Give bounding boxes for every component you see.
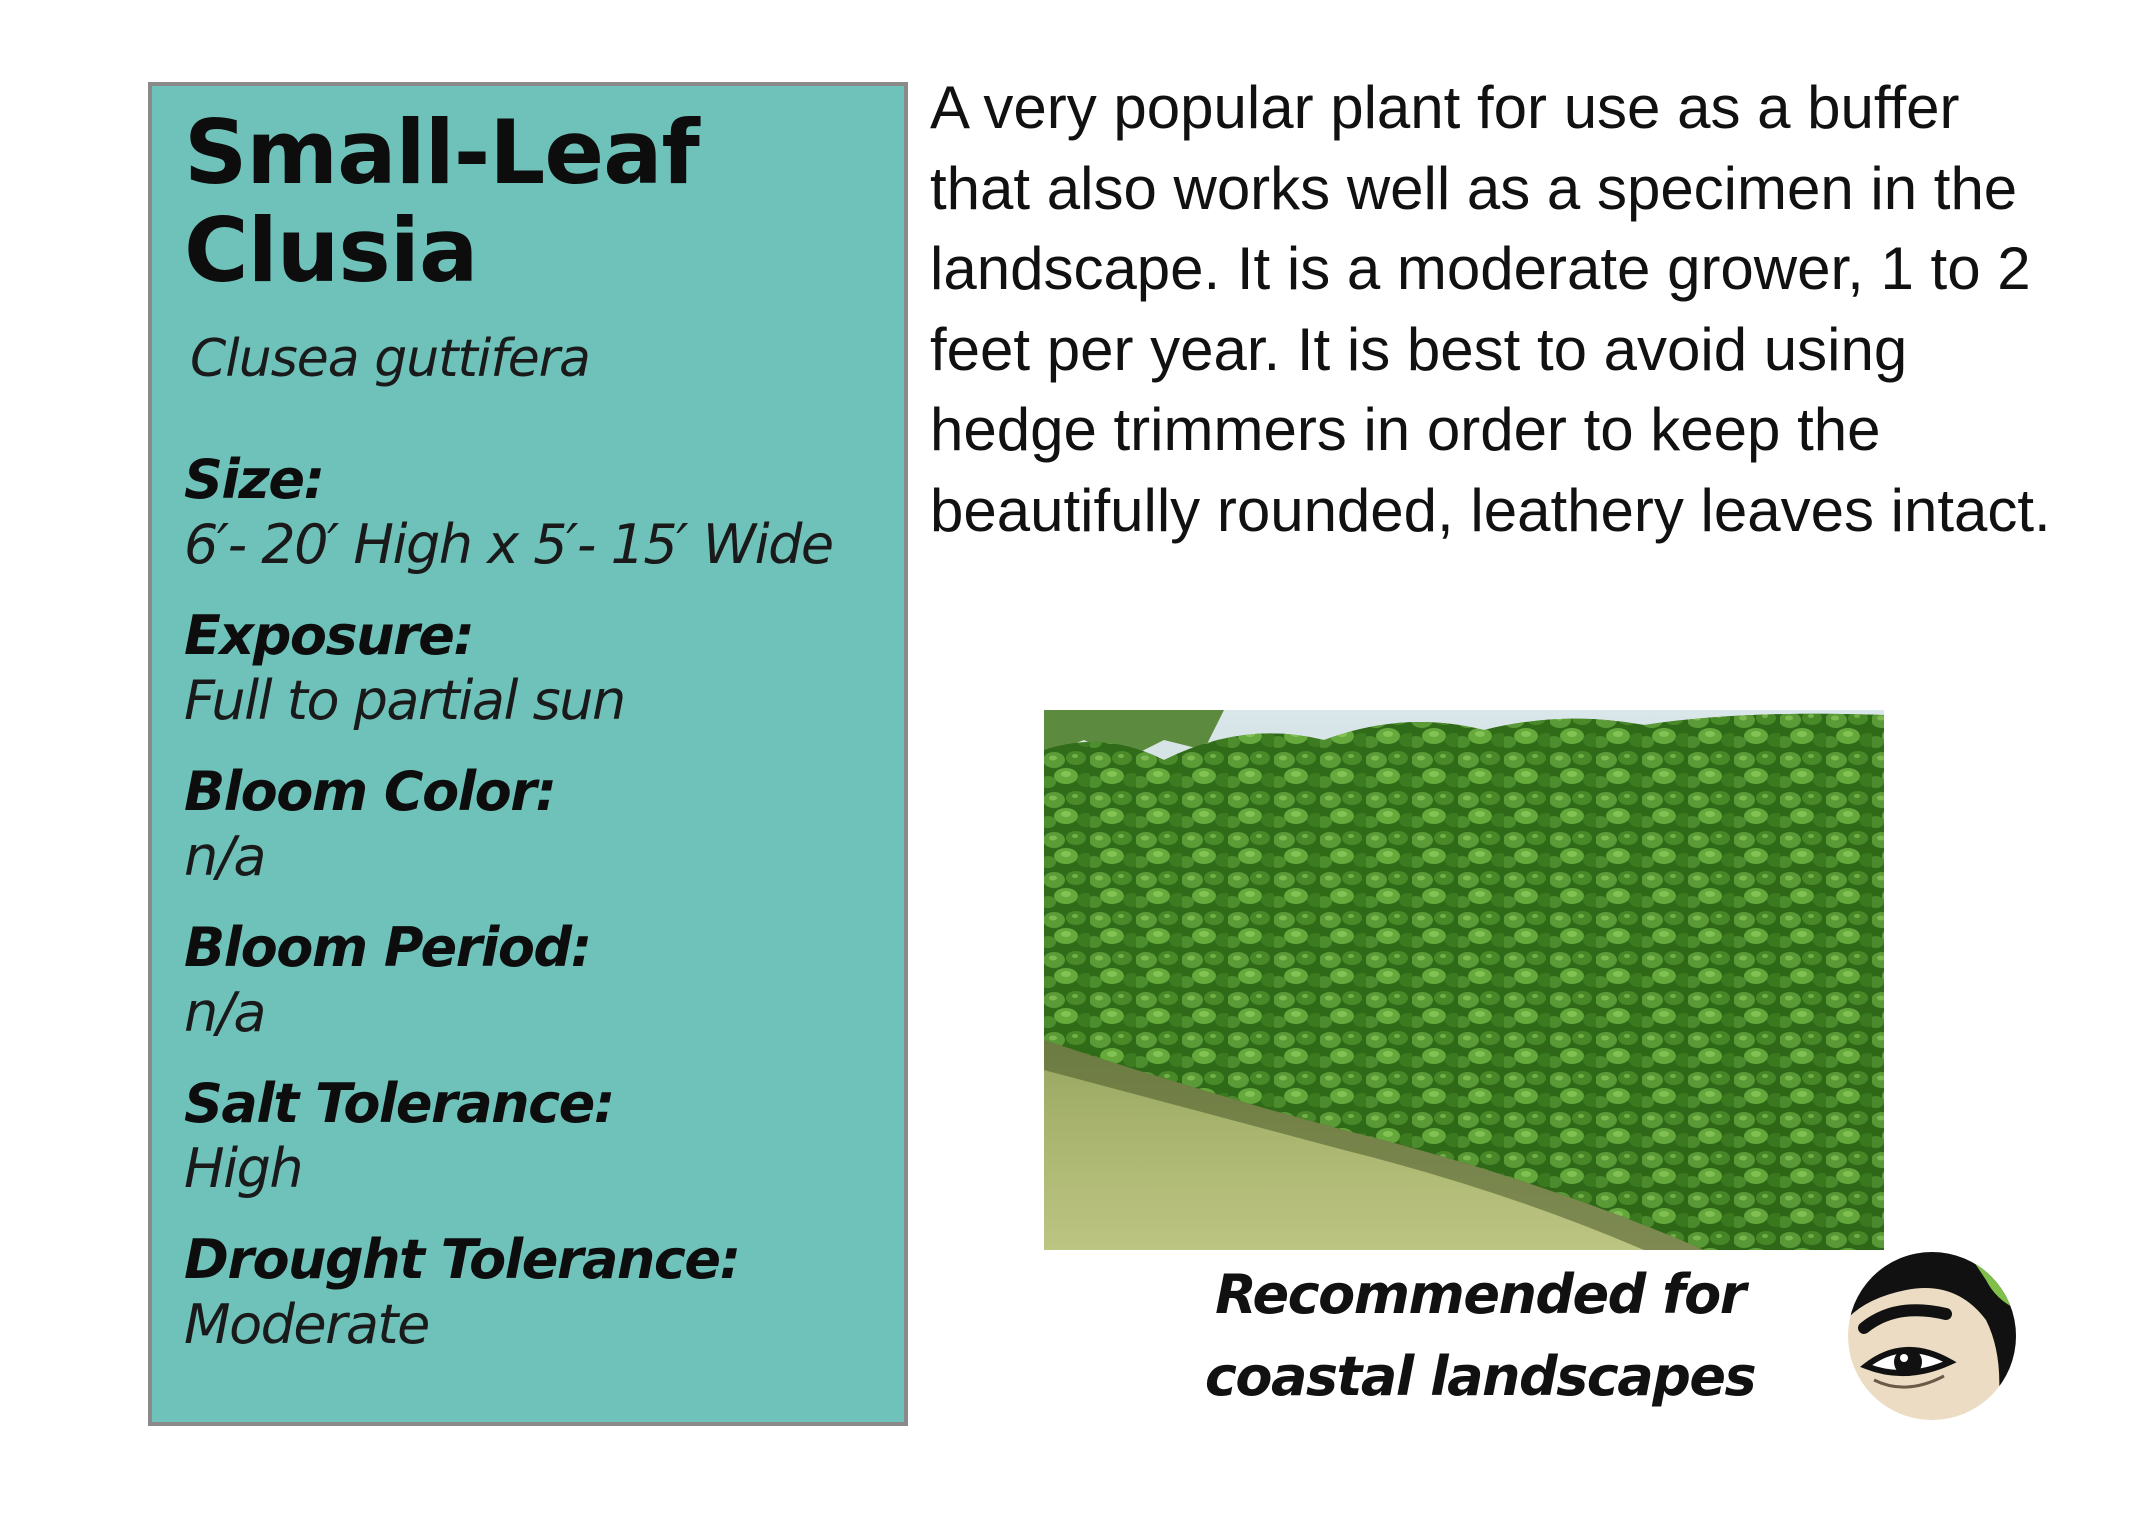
attribute-label: Exposure: bbox=[184, 604, 474, 667]
plant-title-line-1: Small-Leaf bbox=[184, 101, 699, 204]
attribute-bloom-color bbox=[184, 760, 904, 890]
scientific-name: Clusea guttifera bbox=[190, 329, 590, 389]
attribute-drought-tolerance bbox=[184, 1228, 904, 1358]
attribute-label: Drought Tolerance: bbox=[184, 1228, 740, 1291]
plant-info-panel bbox=[148, 82, 908, 1426]
attribute-bloom-period bbox=[184, 916, 904, 1046]
attribute-value: n/a bbox=[184, 981, 266, 1044]
caption-line-2: coastal landscapes bbox=[1204, 1345, 1756, 1408]
attribute-value: High bbox=[184, 1137, 303, 1200]
attribute-value: Moderate bbox=[184, 1293, 429, 1356]
plant-description: A very popular plant for use as a buffer that also works well as a specimen in the landscape. It is a moderate grower, 1 to 2 feet per year. It is best to avoid using hedge trimmers in order to keep the beautifully rounded, leathery leaves intact. bbox=[930, 74, 2051, 544]
coastal-recommendation-caption bbox=[1180, 1254, 1780, 1418]
attribute-label: Salt Tolerance: bbox=[184, 1072, 614, 1135]
attribute-label: Size: bbox=[184, 448, 324, 511]
attribute-value: Full to partial sun bbox=[184, 669, 625, 732]
attribute-salt-tolerance bbox=[184, 1072, 904, 1202]
attribute-label: Bloom Period: bbox=[184, 916, 591, 979]
caption-line-1: Recommended for bbox=[1215, 1263, 1745, 1326]
attribute-size bbox=[184, 448, 904, 578]
attribute-label: Bloom Color: bbox=[184, 760, 556, 823]
eye-icon bbox=[1846, 1250, 2018, 1422]
plant-title bbox=[184, 101, 904, 302]
attribute-exposure bbox=[184, 604, 904, 734]
attribute-value: n/a bbox=[184, 825, 266, 888]
plant-title-line-2: Clusia bbox=[184, 199, 478, 302]
hedge-photo bbox=[1044, 710, 1884, 1250]
attribute-value: 6′- 20′ High x 5′- 15′ Wide bbox=[184, 513, 833, 576]
plant-attributes bbox=[184, 448, 904, 1358]
